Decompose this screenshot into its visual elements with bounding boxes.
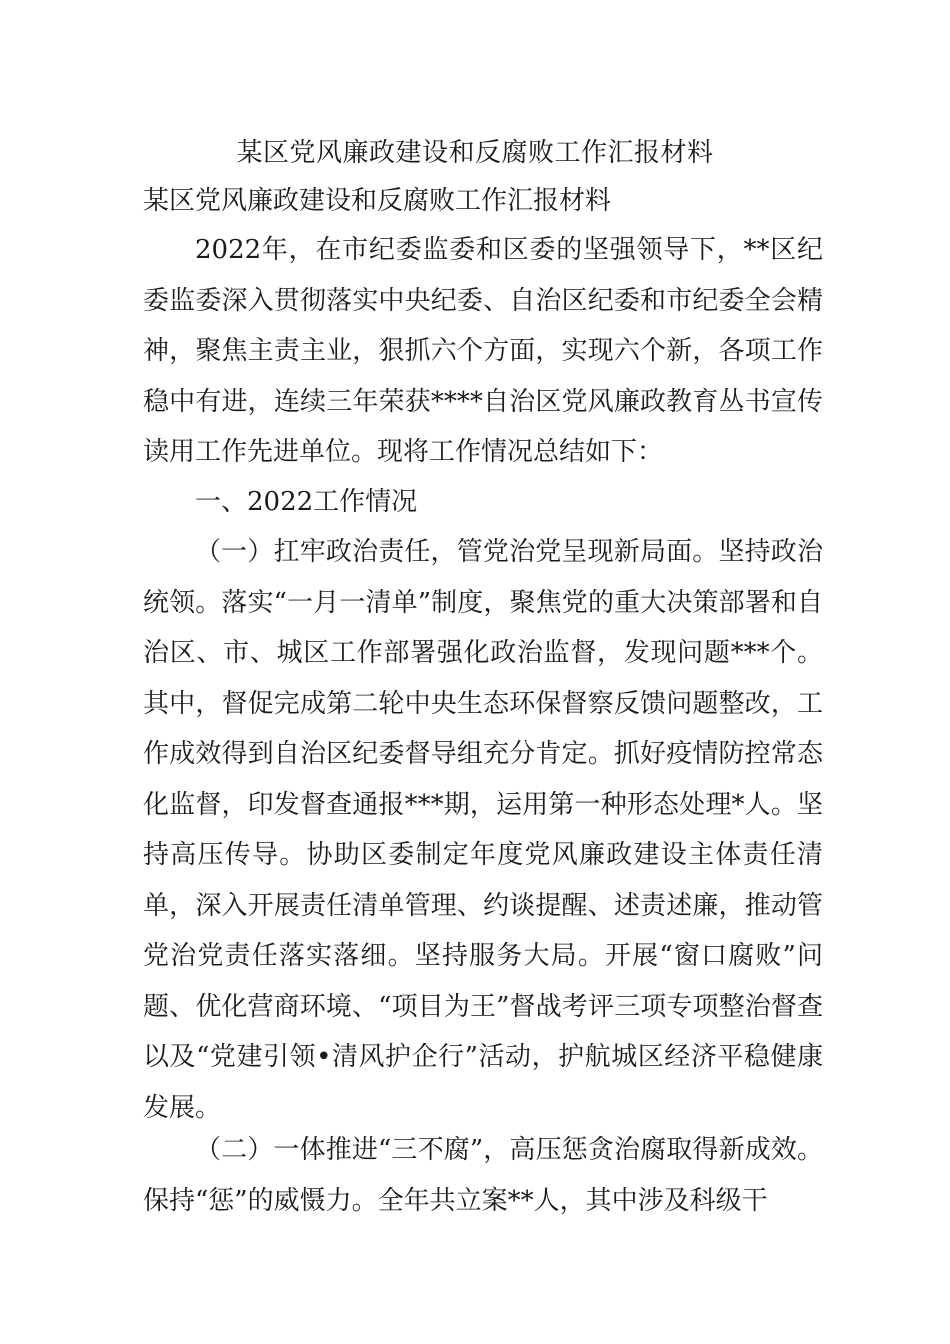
paragraph-section-1: （一）扛牢政治责任，管党治党呈现新局面。坚持政治统领。落实“一月一清单”制度，聚焦党的重大决策部署和自治区、市、城区工作部署强化政治监督，发现问题***个。其中，督促完成第二轮中央生态环保督察反馈问题整改，工作成效得到自治区纪委督导组充分肯定。抓好疫情防控常态化监督，印发督查通报***期，运用第一种形态处理*人。坚持高压传导。协助区委制定年度党风廉政建设主体责任清单，深入开展责任清单管理、约谈提醒、述责述廉，推动管党治党责任落实落细。坚持服务大局。开展“窗口腐败”问题、优化营商环境、“项目为王”督战考评三项专项整治督查以及“党建引领•清风护企行”活动，护航城区经济平稳健康发展。	[143, 537, 823, 1123]
paragraph-section-2: （二）一体推进“三不腐”，高压惩贪治腐取得新成效。保持“惩”的威慑力。全年共立案**人，其中涉及科级干	[143, 1135, 823, 1216]
paragraph-intro: 2022年，在市纪委监委和区委的坚强领导下，**区纪委监委深入贯彻落实中央纪委、自治区纪委和市纪委全会精神，聚焦主责主业，狠抓六个方面，实现六个新，各项工作稳中有进，连续三年荣获****自治区党风廉政教育丛书宣传读用工作先进单位。现将工作情况总结如下：	[143, 235, 823, 467]
section-heading: 一、2022工作情况	[195, 487, 418, 517]
document-subtitle: 某区党风廉政建设和反腐败工作汇报材料	[143, 186, 612, 216]
document-title: 某区党风廉政建设和反腐败工作汇报材料	[236, 138, 714, 168]
